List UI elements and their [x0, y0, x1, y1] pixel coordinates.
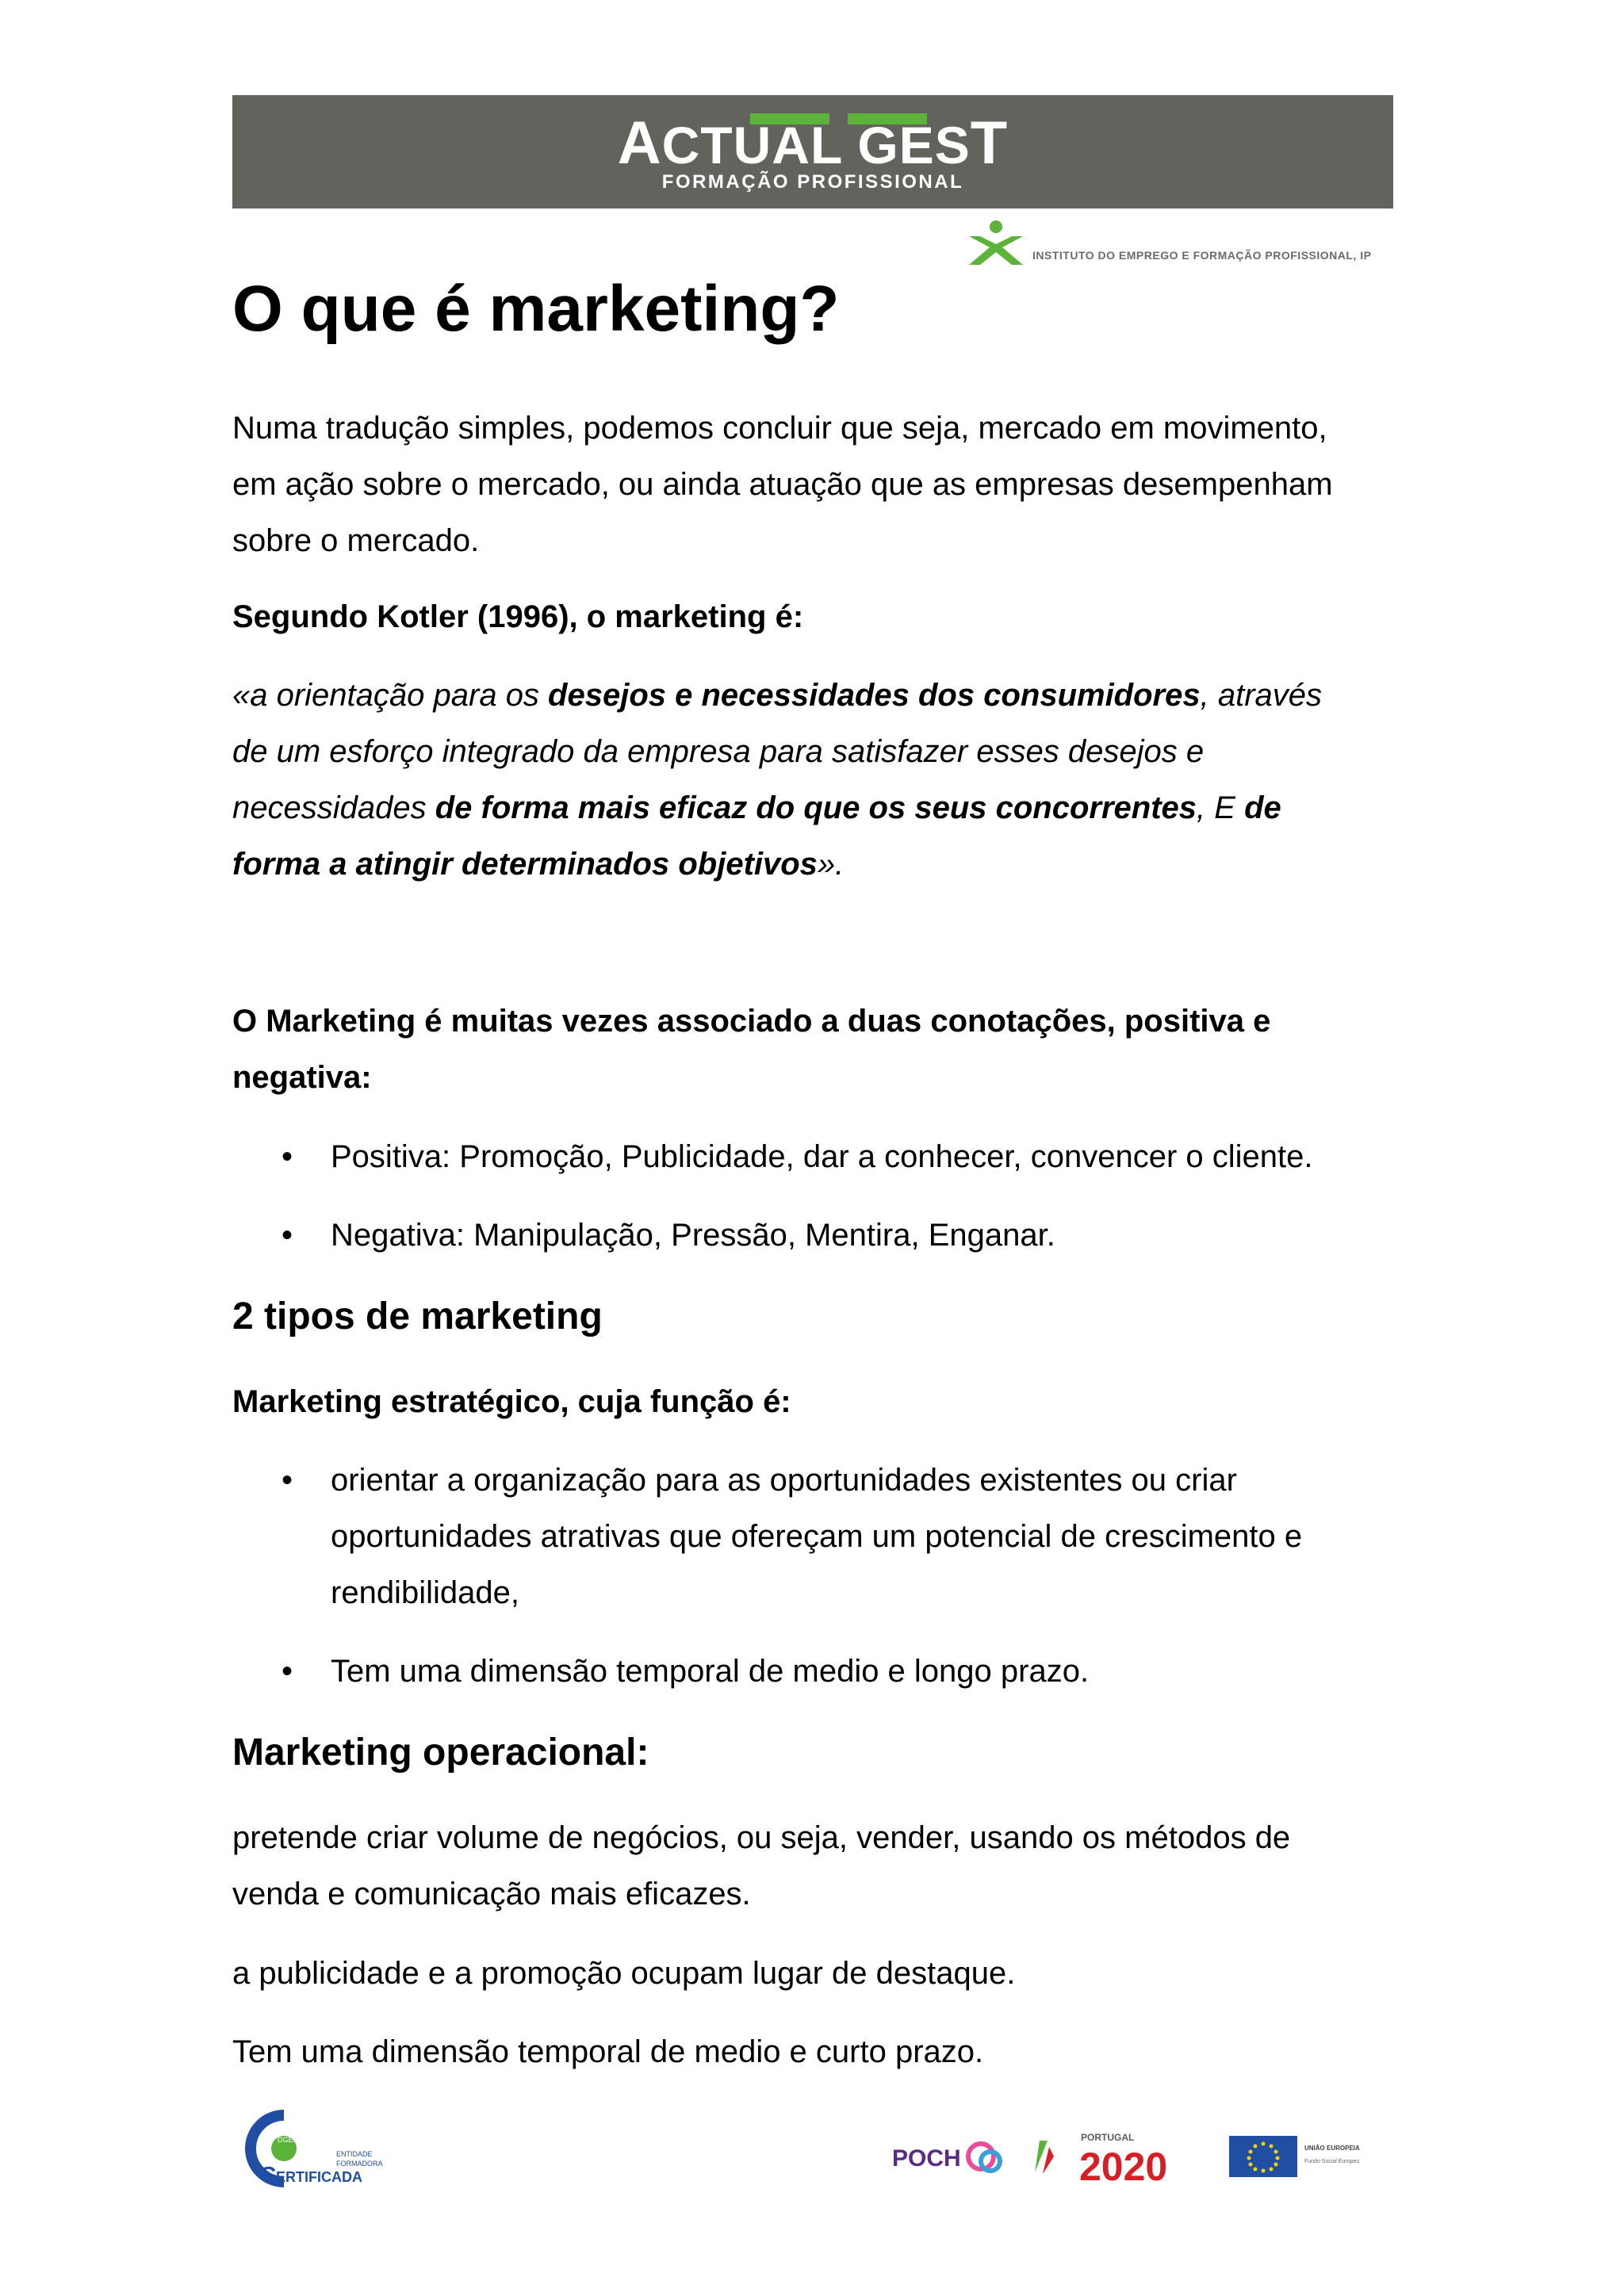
strategic-heading: Marketing estratégico, cuja função é:: [232, 1384, 791, 1419]
quote-line-1: «a orientação para os desejos e necessidades dos consumidores, através: [232, 678, 1323, 713]
section-heading-operational: Marketing operacional:: [232, 1732, 649, 1774]
quote-line-3: necessidades de forma mais eficaz do que os seus concorrentes, E de: [232, 790, 1281, 825]
page-title: O que é marketing?: [232, 273, 840, 345]
funding-logos: [892, 2125, 1384, 2188]
intro-line: Numa tradução simples, podemos concluir que seja, mercado em movimento,: [232, 411, 1327, 446]
list-item: Positiva: Promoção, Publicidade, dar a conhecer, convencer o cliente.: [331, 1139, 1313, 1174]
cert-c: C: [260, 2162, 277, 2187]
intro-paragraph: [232, 400, 1398, 569]
operational-line: pretende criar volume de negócios, ou seja, vender, usando os métodos de: [232, 1820, 1291, 1855]
iefp-institute-name: INSTITUTO DO EMPREGO E FORMAÇÃO PROFISSIONAL, IP: [1032, 249, 1372, 262]
brand-subtitle: FORMAÇÃO PROFISSIONAL: [661, 171, 964, 193]
certified-entity-logo: [244, 2109, 387, 2188]
portugal-label: PORTUGAL: [1081, 2132, 1135, 2143]
operational-paragraph: Tem uma dimensão temporal de medio e curto prazo.: [232, 2034, 984, 2069]
bullet-icon: •: [282, 1218, 293, 1253]
section-heading-types: 2 tipos de marketing: [232, 1295, 603, 1337]
conotations-heading-line: negativa:: [232, 1060, 372, 1095]
operational-paragraph: [232, 1810, 1398, 1923]
cert-small: DGERT: [278, 2136, 303, 2144]
quote-line-4: forma a atingir determinados objetivos».: [232, 847, 845, 882]
list-item: Negativa: Manipulação, Pressão, Mentira, Enganar.: [331, 1218, 1055, 1253]
iefp-logo: [966, 219, 1378, 270]
intro-line: em ação sobre o mercado, ou ainda atuação que as empresas desempenham: [232, 467, 1333, 502]
bullet-icon: •: [282, 1139, 293, 1174]
conotations-heading-line: O Marketing é muitas vezes associado a duas conotações, positiva e: [232, 1004, 1271, 1039]
list-item-line: oportunidades atrativas que ofereçam um potencial de crescimento e: [331, 1519, 1303, 1554]
bullet-icon: •: [282, 1463, 293, 1498]
poch-logo: POCH: [892, 2145, 961, 2172]
eu-line2: Fundo Social Europeu: [1304, 2159, 1360, 2164]
funding-logos-icon: [892, 2125, 1384, 2188]
kotler-heading: Segundo Kotler (1996), o marketing é:: [232, 599, 804, 634]
header-banner: [232, 95, 1393, 209]
cert-line1: ENTIDADE: [336, 2150, 373, 2158]
eu-line1: UNIÃO EUROPEIA: [1304, 2145, 1360, 2152]
list-item-line: rendibilidade,: [331, 1575, 519, 1610]
bullet-icon: •: [282, 1654, 293, 1689]
list-item: [331, 1452, 1377, 1621]
list-item: Tem uma dimensão temporal de medio e longo prazo.: [331, 1654, 1090, 1689]
operational-line: venda e comunicação mais eficazes.: [232, 1877, 751, 1911]
portugal-2020: 2020: [1079, 2145, 1168, 2188]
kotler-quote: [232, 668, 1398, 893]
cert-big: ERTIFICADA: [276, 2169, 362, 2185]
list-item-line: orientar a organização para as oportunidades existentes ou criar: [331, 1463, 1237, 1498]
intro-line: sobre o mercado.: [232, 523, 480, 558]
cert-line2: FORMADORA: [336, 2160, 383, 2168]
conotations-heading: [232, 993, 1398, 1106]
quote-line-2: de um esforço integrado da empresa para satisfazer esses desejos e: [232, 734, 1205, 769]
operational-paragraph: a publicidade e a promoção ocupam lugar de destaque.: [232, 1956, 1016, 1991]
brand-logo-text: ACTUAL GEST: [617, 109, 1009, 177]
certified-entity-icon: [244, 2109, 387, 2188]
iefp-emblem-icon: [966, 219, 1026, 270]
